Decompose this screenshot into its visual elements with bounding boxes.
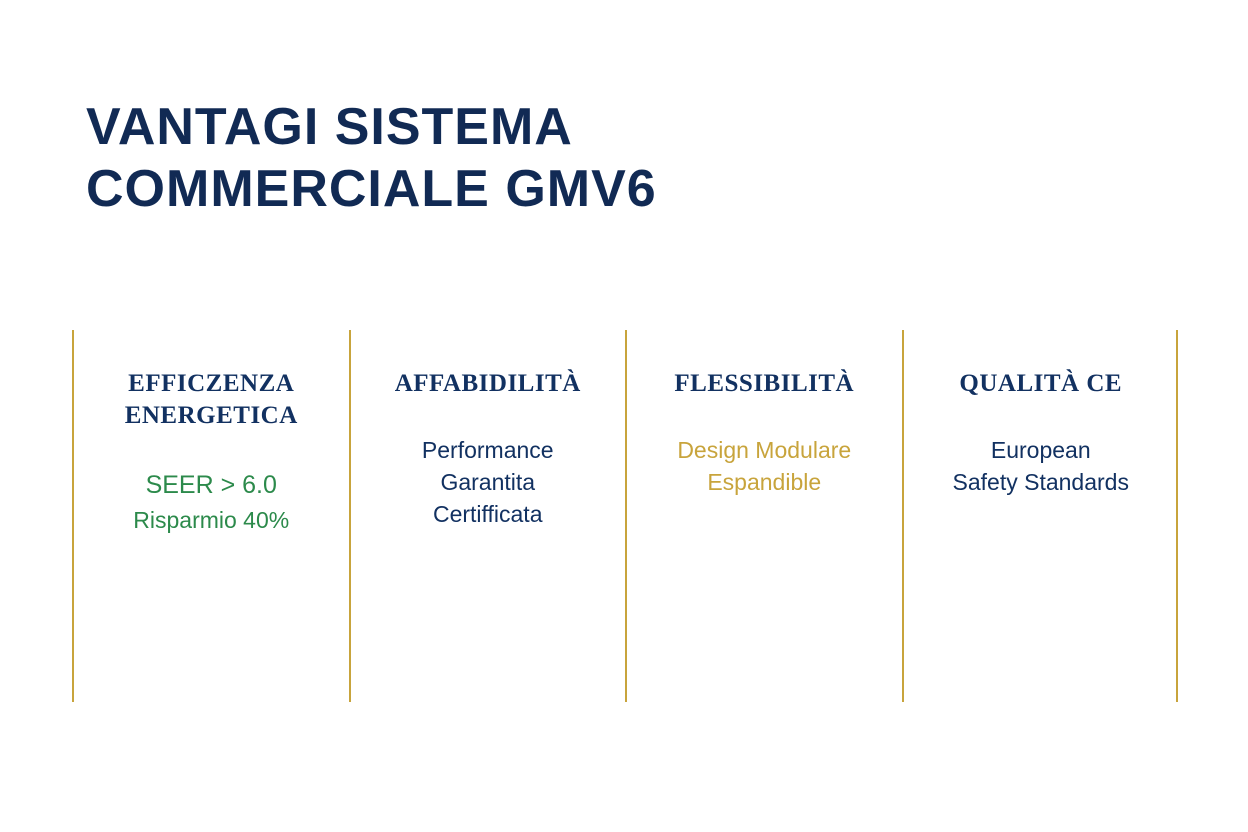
page-title-line-2: COMMERCIALE GMV6 xyxy=(86,160,657,218)
benefit-heading-line: ENERGETICA xyxy=(124,402,298,429)
benefit-body xyxy=(74,466,349,536)
benefit-heading xyxy=(627,368,902,400)
benefit-column-qualita-ce xyxy=(902,330,1179,702)
benefit-body-line: SEER > 6.0 xyxy=(145,471,277,499)
benefit-heading-line: FLESSIBILITÀ xyxy=(674,370,855,397)
benefit-body-line: Risparmio 40% xyxy=(133,507,290,533)
benefit-body xyxy=(627,434,902,498)
benefit-body-line: Performance xyxy=(421,437,554,463)
column-divider-right xyxy=(1176,330,1178,702)
benefit-heading xyxy=(74,368,349,432)
page-title xyxy=(86,96,986,220)
benefit-body-line: Espandible xyxy=(707,469,822,495)
benefit-body xyxy=(904,434,1179,498)
benefit-heading xyxy=(904,368,1179,400)
benefit-heading-line: EFFICZENZA xyxy=(128,370,295,397)
benefit-body xyxy=(351,434,626,530)
benefits-columns xyxy=(72,330,1178,702)
benefit-body-line: Safety Standards xyxy=(952,469,1129,495)
benefit-column-efficienza xyxy=(72,330,349,702)
benefit-body-line: Certifficata xyxy=(432,501,543,527)
benefit-heading xyxy=(351,368,626,400)
benefit-heading-line: AFFABIDILITÀ xyxy=(394,370,581,397)
benefit-body-line: Design Modulare xyxy=(677,437,852,463)
benefit-body-line: Garantita xyxy=(440,469,536,495)
benefit-body-line: European xyxy=(990,437,1091,463)
page-title-line-1: VANTAGI SISTEMA xyxy=(86,98,573,156)
benefit-column-flessibilita xyxy=(625,330,902,702)
benefit-heading-line: QUALITÀ CE xyxy=(959,370,1123,397)
benefit-column-affidabilita xyxy=(349,330,626,702)
